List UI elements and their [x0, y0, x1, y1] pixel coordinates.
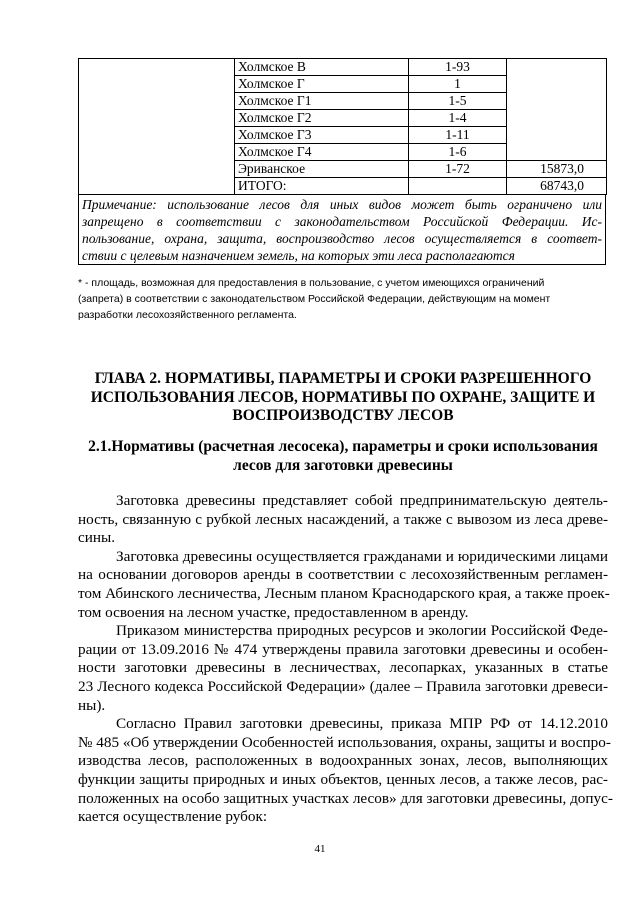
paragraph	[78, 548, 608, 622]
paragraph-line: изводства лесов, расположенных в водоохранных зонах, лесов, выполняющих	[78, 752, 608, 770]
paragraph-line: на основании договоров аренды в соответствии с лесохозяйственным регламен-	[78, 566, 608, 584]
section-heading-line: 2.1.Нормативы (расчетная лесосека), параметры и сроки использования	[88, 438, 598, 455]
paragraph-line: том освоения на лесном участке, предоставленном в аренду.	[78, 603, 469, 621]
paragraph	[78, 715, 613, 827]
paragraph-line: Приказом министерства природных ресурсов и экологии Российской Феде-	[116, 622, 608, 640]
forest-area-table-block	[78, 58, 606, 265]
cell-forest-name: Холмское Г1	[235, 93, 409, 110]
chapter-heading-line: ГЛАВА 2. НОРМАТИВЫ, ПАРАМЕТРЫ И СРОКИ РАЗРЕШЕННОГО	[94, 370, 592, 387]
paragraph	[78, 622, 608, 715]
paragraph-line: Согласно Правил заготовки древесины, приказа МПР РФ от 14.12.2010	[116, 715, 608, 733]
paragraph-line: кается осуществление рубок:	[78, 808, 268, 826]
cell-forest-name: Холмское Г	[235, 76, 409, 93]
cell-quarters: 1-93	[409, 59, 507, 76]
body-text	[78, 492, 613, 827]
footnote-line: * - площадь, возможная для предоставления в пользование, с учетом имеющихся ограничений	[78, 277, 545, 289]
note-line: ствии с целевым назначением земель, на которых эти леса располагаются	[82, 248, 515, 263]
section-heading	[78, 438, 608, 475]
note-line: запрещено в соответствии с законодательством Российской Федерации. Ис-	[82, 214, 602, 229]
paragraph-line: ны).	[78, 696, 106, 714]
cell-forest-name: Холмское Г4	[235, 144, 409, 161]
paragraph-line: Заготовка древесины представляет собой предпринимательскую деятель-	[116, 492, 608, 509]
paragraph-line: № 485 «Об утверждении Особенностей использования, охраны, защиты и воспро-	[78, 733, 611, 751]
chapter-heading-line: ИСПОЛЬЗОВАНИЯ ЛЕСОВ, НОРМАТИВЫ ПО ОХРАНЕ, ЗАЩИТЕ И	[90, 388, 596, 406]
paragraph-line: том Абинского лесничества, Лесным планом Краснодарского края, а также проек-	[78, 584, 610, 602]
paragraph-line: положенных на особо защитных участках лесов» для заготовки древесины, допус-	[78, 789, 613, 807]
cell-quarters: 1-4	[409, 110, 507, 127]
table-note	[78, 195, 606, 265]
table-row	[79, 59, 607, 76]
paragraph-line: функции защиты природных и иных объектов, ценных лесов, а также лесов, рас-	[78, 770, 608, 788]
forest-area-table	[78, 58, 607, 195]
cell-quarters: 1-72	[409, 161, 507, 178]
paragraph-line: Заготовка древесины осуществляется гражданами и юридическими лицами	[116, 547, 608, 565]
cell-area: 68743,0	[507, 178, 607, 195]
chapter-heading-line: ВОСПРОИЗВОДСТВУ ЛЕСОВ	[232, 407, 454, 424]
paragraph-line: 23 Лесного кодекса Российской Федерации» (далее – Правила заготовки древеси-	[78, 677, 608, 695]
page-number: 41	[314, 843, 326, 855]
cell-quarters: 1-5	[409, 93, 507, 110]
cell-forest-name: Холмское Г2	[235, 110, 409, 127]
cell-forest-name: ИТОГО:	[235, 178, 409, 195]
chapter-heading	[78, 370, 608, 426]
footnote	[78, 275, 608, 323]
footnote-line: разработки лесохозяйственного регламента.	[78, 309, 297, 321]
cell-forest-name: Холмское Г3	[235, 127, 409, 144]
table-cell-blank	[79, 59, 235, 195]
note-line: пользование, охрана, защита, воспроизводство лесов осуществляется в соответ-	[82, 231, 602, 246]
cell-quarters: 1	[409, 76, 507, 93]
note-line: Примечание: использование лесов для иных видов может быть ограничено или	[82, 197, 602, 212]
paragraph-line: ность, связанную с рубкой лесных насаждений, а также с вывозом из леса древе-	[78, 510, 608, 528]
paragraph-line: сины.	[78, 529, 115, 547]
cell-area-blank	[507, 59, 607, 161]
paragraph	[78, 492, 608, 548]
cell-area: 15873,0	[507, 161, 607, 178]
cell-quarters	[409, 178, 507, 195]
cell-quarters: 1-11	[409, 127, 507, 144]
section-heading-line: лесов для заготовки древесины	[233, 456, 453, 474]
paragraph-line: рации от 13.09.2016 № 474 утверждены правила заготовки древесины и особен-	[78, 640, 608, 658]
paragraph-line: ности заготовки древесины в лесничествах, лесопарках, указанных в статье	[78, 659, 608, 677]
cell-forest-name: Эриванское	[235, 161, 409, 178]
footnote-line: (запрета) в соответствии с законодательством Российской Федерации, действующим на момент	[78, 293, 551, 305]
cell-quarters: 1-6	[409, 144, 507, 161]
cell-forest-name: Холмское В	[235, 59, 409, 76]
